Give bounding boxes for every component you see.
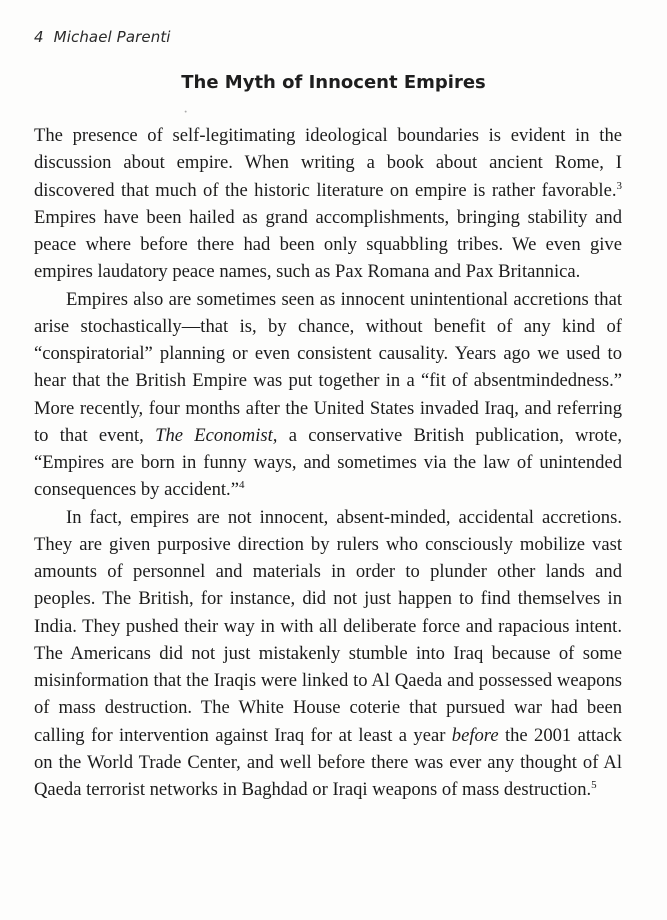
- paragraph-2-text: Empires also are sometimes seen as innocent unintentional accretions that arise stochastically—that is, by chance, without benefit of any kind of “conspiratorial” planning or even consistent causality. Years ago we used to hear that the British Empire was put together in a “fit of absentmindedness.” More recently, four months after the United States invaded Iraq, and referring to that event,: [34, 288, 622, 446]
- paragraph-3: [34, 504, 622, 804]
- footnote-ref-5: 5: [591, 779, 597, 791]
- section-title: The Myth of Innocent Empires: [181, 72, 486, 93]
- running-head: [34, 28, 171, 46]
- running-head-author: Michael Parenti: [53, 28, 171, 46]
- paragraph-1-text-cont: Empires have been hailed as grand accomplishments, bringing stability and peace where before there had been only squabbling tribes. We even give empires laudatory peace names, such as Pax Romana and Pax Britannica.: [34, 206, 622, 283]
- paragraph-3-text: In fact, empires are not innocent, absent-minded, accidental accretions. They are given purposive direction by rulers who consciously mobilize vast amounts of personnel and materials in order to plunder other lands and peoples. The British, for instance, did not just happen to find themselves in India. They pushed their way in with all deliberate force and rapacious intent. The Americans did not just mistakenly stumble into Iraq because of some misinformation that the Iraqis were linked to Al Qaeda and possessed weapons of mass destruction. The White House coterie that pursued war had been calling for intervention against Iraq for at least a year: [34, 506, 622, 746]
- footnote-ref-3: 3: [616, 179, 622, 192]
- footnote-ref-4: 4: [238, 479, 245, 492]
- publication-title-italic: The Economist,: [155, 424, 278, 446]
- paragraph-2: [34, 286, 622, 504]
- paragraph-3-text-cont: the 2001 attack on the World Trade Center, and well before there was ever any thought of Al Qaeda terrorist networks in Baghdad or Iraqi weapons of mass destruction.: [34, 724, 622, 800]
- scan-speck: ·: [183, 104, 189, 121]
- page-number: 4: [34, 28, 44, 46]
- body-text: [34, 122, 622, 803]
- emphasis-italic: before: [451, 724, 499, 746]
- paragraph-1-text: The presence of self-legitimating ideological boundaries is evident in the discussion about empire. When writing a book about ancient Rome, I discovered that much of the historic literature on empire is rather favorable.: [34, 125, 622, 201]
- paragraph-1: [34, 122, 622, 286]
- paragraph-2-text-cont: a conservative British publication, wrote, “Empires are born in funny ways, and sometimes via the law of unintended consequences by accident.”: [34, 424, 622, 501]
